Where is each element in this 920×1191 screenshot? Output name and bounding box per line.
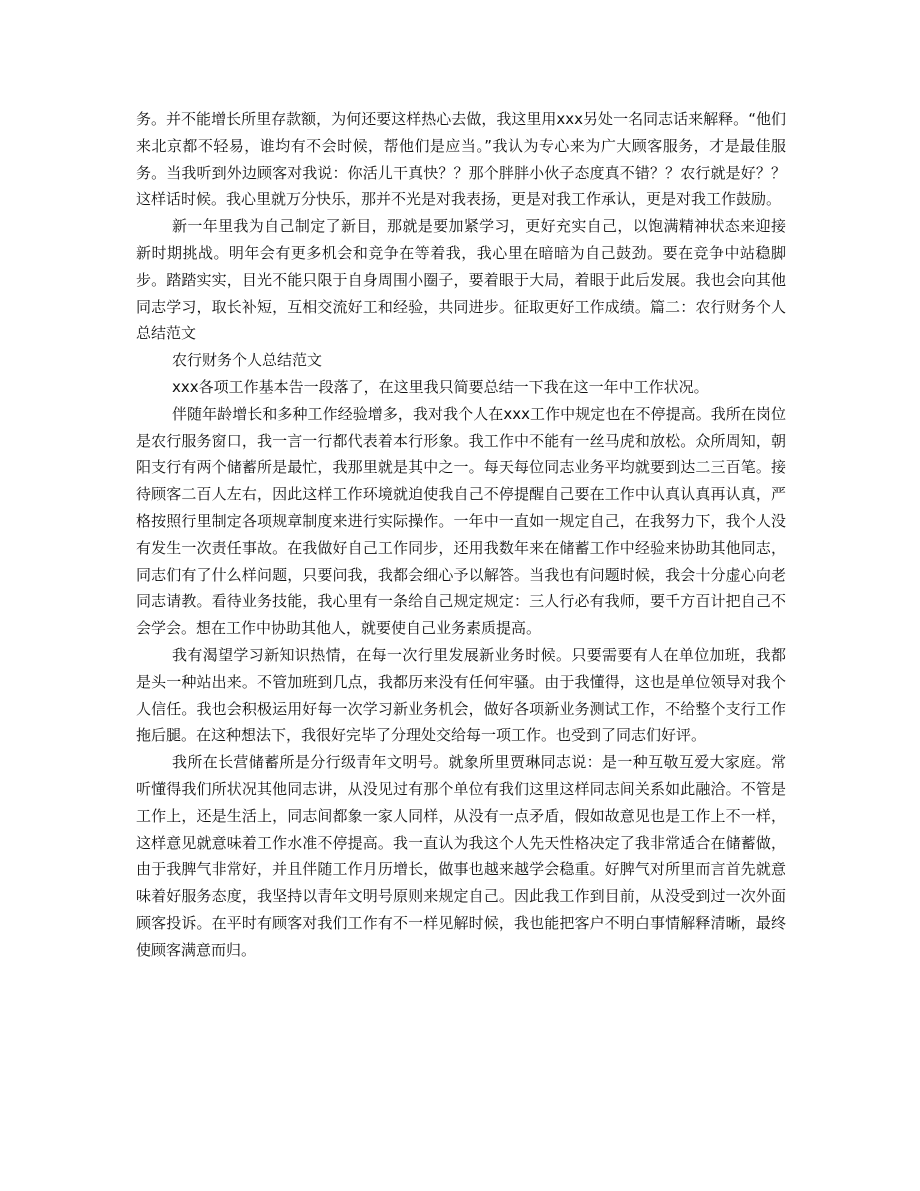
- paragraph-5: 伴随年龄增长和多种工作经验增多，我对我个人在xxx工作中规定也在不停提高。我所在岗位是农行服务窗口，我一言一行都代表着本行形象。我工作中不能有一丝马虎和放松。众所周知，朝阳支行有两个储蓄所是最忙，我那里就是其中之一。每天每位同志业务平均就要到达二三百笔。接待顾客二百人左右，因此这样工作环境就迫使我自己不停提醒自己要在工作中认真认真再认真，严格按照行里制定各项规章制度来进行实际操作。一年中一直如一规定自己，在我努力下，我个人没有发生一次责任事故。在我做好自己工作同步，还用我数年来在储蓄工作中经验来协助其他同志，同志们有了什么样问题，只要问我，我都会细心予以解答。当我也有问题时候，我会十分虚心向老同志请教。看待业务技能，我心里有一条给自己规定规定：三人行必有我师，要千方百计把自己不会学会。想在工作中协助其他人，就要使自己业务素质提高。: [136, 404, 786, 638]
- paragraph-2: 新一年里我为自己制定了新目，那就是要加紧学习，更好充实自己，以饱满精神状态来迎接新时期挑战。明年会有更多机会和竞争在等着我，我心里在暗暗为自己鼓劲。要在竞争中站稳脚步。踏踏实实，目光不能只限于自身周围小圈子，要着眼于大局，着眼于此后发展。我也会向其他同志学习，取长补短，互相交流好工和经验，共同进步。征取更好工作成绩。篇二：农行财务个人总结范文: [136, 217, 786, 343]
- document-body: [136, 106, 786, 964]
- paragraph-4: xxx各项工作基本告一段落了，在这里我只简要总结一下我在这一年中工作状况。: [172, 377, 709, 396]
- paragraph-1: 务。并不能增长所里存款额，为何还要这样热心去做，我这里用xxx另处一名同志话来解释。“他们来北京都不轻易，谁均有不会时候，帮他们是应当。”我认为专心来为广大顾客服务，才是最佳服务。当我听到外边顾客对我说：你活儿干真快？？那个胖胖小伙子态度真不错？？农行就是好？？这样话时候。我心里就万分快乐，那并不光是对我表扬，更是对我工作承认，更是对我工作鼓励。: [136, 110, 786, 209]
- section-title: 农行财务个人总结范文: [172, 351, 323, 370]
- paragraph-7: 我所在长营储蓄所是分行级青年文明号。就象所里贾琳同志说：是一种互敬互爱大家庭。常听懂得我们所状况其他同志讲，从没见过有那个单位有我们这里这样同志间关系如此融洽。不管是工作上，还是生活上，同志间都象一家人同样，从没有一点矛盾，假如故意见也是工作上不一样，这样意见就意味着工作水准不停提高。我一直认为我这个人先天性格决定了我非常适合在储蓄做，由于我脾气非常好，并且伴随工作月历增长，做事也越来越学会稳重。好脾气对所里而言首先就意味着好服务态度，我坚持以青年文明号原则来规定自己。因此我工作到目前，从没受到过一次外面顾客投诉。在平时有顾客对我们工作有不一样见解时候，我也能把客户不明白事情解释清晰，最终使顾客满意而归。: [136, 753, 786, 959]
- paragraph-6: 我有渴望学习新知识热情，在每一次行里发展新业务时候。只要需要有人在单位加班，我都是头一种站出来。不管加班到几点，我都历来没有任何牢骚。由于我懂得，这也是单位领导对我个人信任。我也会积极运用好每一次学习新业务机会，做好各项新业务测试工作，不给整个支行工作拖后腿。在这种想法下，我很好完毕了分理处交给每一项工作。也受到了同志们好评。: [136, 645, 786, 745]
